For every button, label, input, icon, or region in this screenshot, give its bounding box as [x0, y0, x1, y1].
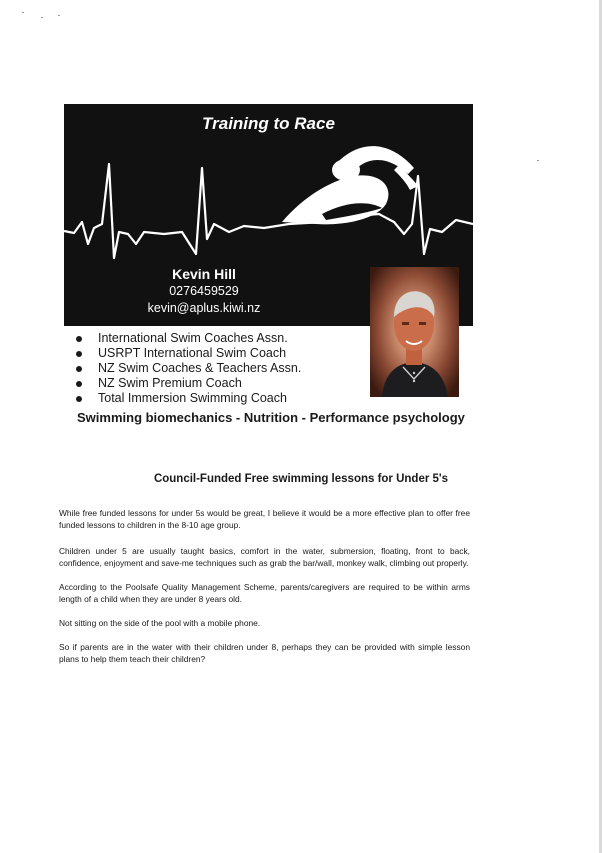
- bullet-icon: [76, 381, 82, 387]
- article-paragraph: So if parents are in the water with their children under 8, perhaps they can be provided with simple lesson plans to help them teach their children?: [59, 642, 470, 664]
- bullet-icon: [76, 366, 82, 372]
- portrait-figure: [370, 267, 459, 397]
- qualification-text: NZ Swim Coaches & Teachers Assn.: [98, 361, 302, 375]
- article-paragraph: According to the Poolsafe Quality Management Scheme, parents/caregivers are required to be within arms length of a child when they are under 8 years old.: [59, 582, 470, 604]
- tagline: Swimming biomechanics - Nutrition - Performance psychology: [77, 410, 465, 425]
- article-paragraph: While free funded lessons for under 5s would be great, I believe it would be a more effective plan to offer free funded lessons to children in the 8-10 age group.: [59, 508, 470, 530]
- heartbeat-line: [64, 164, 473, 258]
- contact-phone: 0276459529: [169, 284, 239, 298]
- contact-block: [124, 265, 284, 317]
- scan-speck: [41, 17, 43, 18]
- scan-speck: [58, 15, 60, 16]
- article-paragraph: Children under 5 are usually taught basics, comfort in the water, submersion, floating, front to back, confidence, enjoyment and save-me techniques such as grab the bar/wall, monkey walk, climbing out properly.: [59, 546, 470, 568]
- swimmer-figure: [282, 146, 418, 224]
- qualification-item: [76, 391, 301, 406]
- qualification-text: International Swim Coaches Assn.: [98, 331, 288, 345]
- qualification-item: [76, 346, 301, 361]
- article-paragraph: Not sitting on the side of the pool with a mobile phone.: [59, 618, 261, 628]
- qualifications-list: [76, 331, 301, 406]
- qualification-text: Total Immersion Swimming Coach: [98, 391, 287, 405]
- article-heading: Council-Funded Free swimming lessons for Under 5's: [153, 473, 449, 485]
- scan-speck: [22, 12, 24, 13]
- qualification-item: [76, 376, 301, 391]
- bullet-icon: [76, 351, 82, 357]
- scan-speck: [537, 160, 539, 161]
- qualification-item: [76, 361, 301, 376]
- contact-email: kevin@aplus.kiwi.nz: [147, 301, 261, 315]
- card-title: Training to Race: [202, 114, 335, 133]
- qualification-item: [76, 331, 301, 346]
- coach-portrait-photo: [370, 267, 459, 397]
- qualification-text: NZ Swim Premium Coach: [98, 376, 242, 390]
- bullet-icon: [76, 396, 82, 402]
- qualification-text: USRPT International Swim Coach: [98, 346, 287, 360]
- bullet-icon: [76, 336, 82, 342]
- contact-name: Kevin Hill: [172, 266, 236, 282]
